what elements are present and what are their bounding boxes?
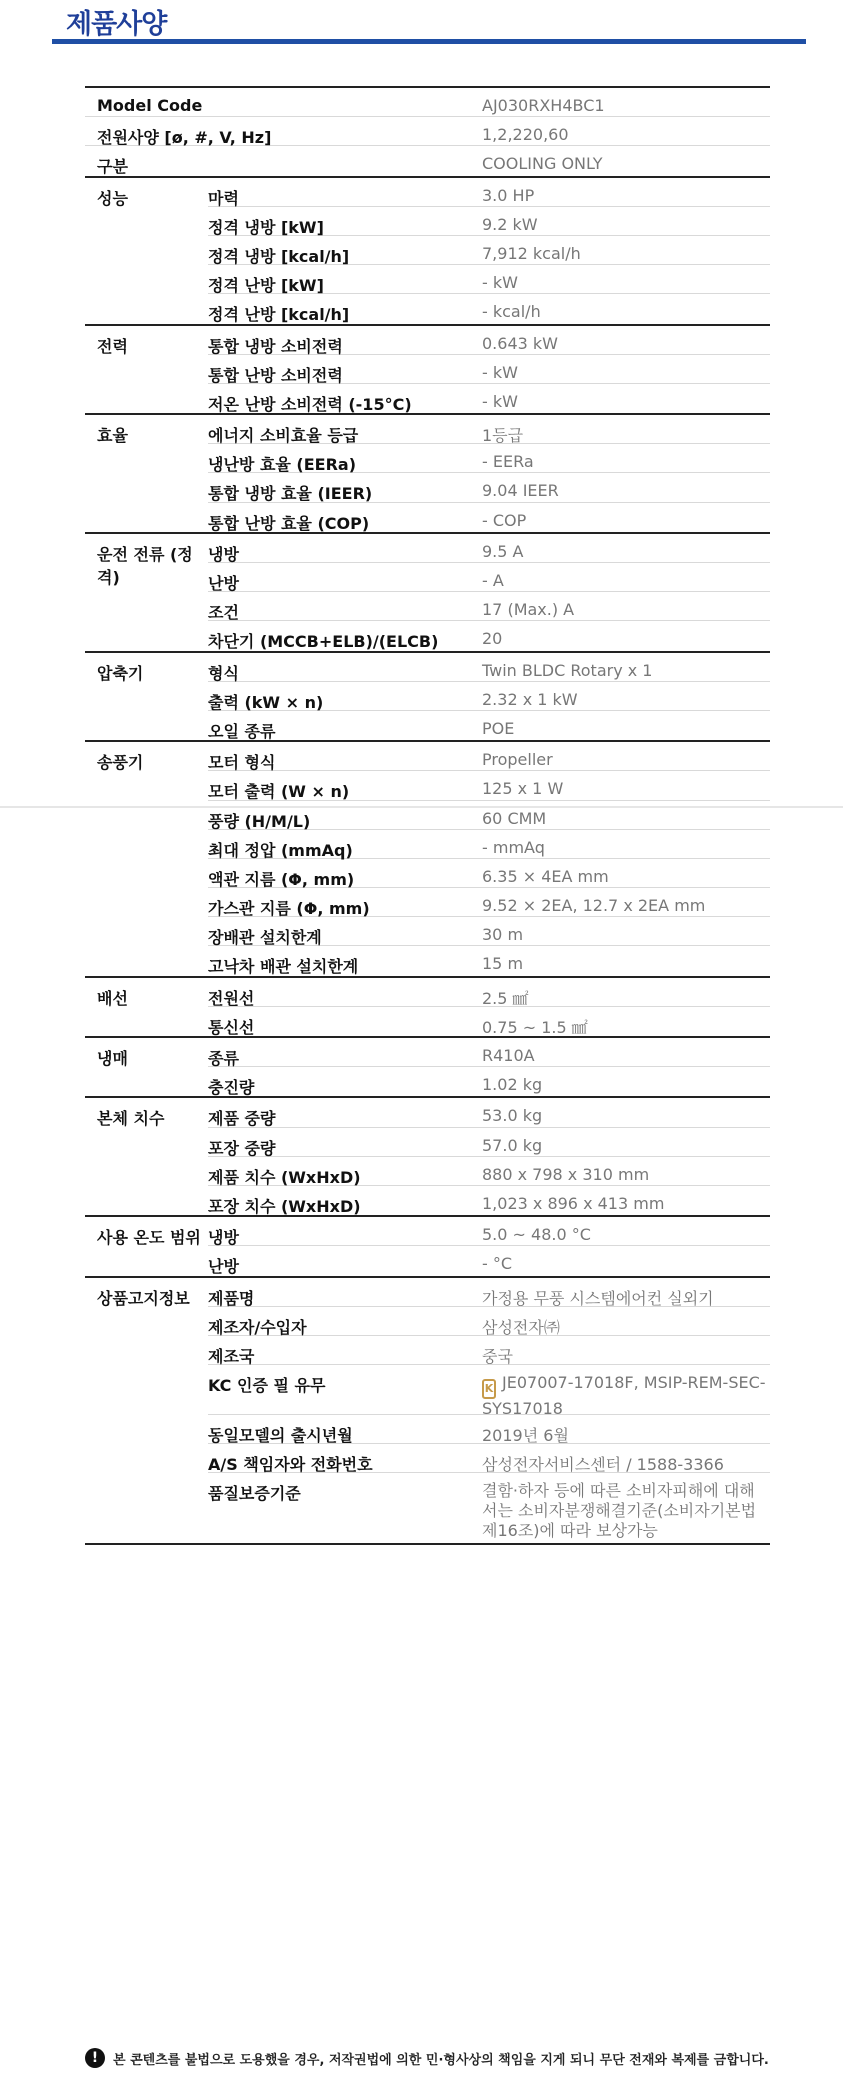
table-row <box>85 355 770 384</box>
spec-group <box>85 1038 770 1098</box>
spec-group <box>85 1098 770 1217</box>
spec-value: 60 CMM <box>482 801 770 830</box>
table-row <box>85 978 770 1007</box>
table-row <box>85 1038 770 1067</box>
table-row <box>85 1217 770 1246</box>
spec-label: A/S 책임자와 전화번호 <box>208 1444 482 1473</box>
table-row <box>85 830 770 859</box>
group-label-spacer <box>85 1444 208 1473</box>
spec-label: 냉난방 효율 (EERa) <box>208 444 482 473</box>
spec-value: 880 x 798 x 310 mm <box>482 1157 770 1186</box>
spec-value: Propeller <box>482 742 770 771</box>
spec-label: 냉방 <box>208 534 482 563</box>
spec-label: 전원사양 [ø, #, V, Hz] <box>85 117 482 146</box>
group-label: 효율 <box>97 426 128 446</box>
spec-value: 57.0 kg <box>482 1128 770 1157</box>
table-row <box>85 236 770 265</box>
spec-value: 3.0 HP <box>482 178 770 207</box>
spec-group <box>85 1278 770 1546</box>
table-row <box>85 473 770 502</box>
group-label: 상품고지정보 <box>97 1288 190 1308</box>
table-row <box>85 771 770 800</box>
group-label: 사용 온도 범위 <box>97 1228 201 1248</box>
spec-label: 최대 정압 (mmAq) <box>208 830 482 859</box>
spec-label: 충진량 <box>208 1078 255 1098</box>
group-label: 전력 <box>97 336 128 356</box>
group-label-spacer <box>85 1067 208 1096</box>
spec-label: 오일 종류 <box>208 721 276 741</box>
group-label-spacer <box>85 265 208 294</box>
spec-label: 정격 난방 [kcal/h] <box>208 305 350 325</box>
group-label-spacer <box>85 711 208 740</box>
group-label-spacer <box>85 444 208 473</box>
spec-label: 출력 (kW × n) <box>208 682 482 711</box>
table-row <box>85 384 770 413</box>
table-row <box>85 592 770 621</box>
spec-value: 2.32 x 1 kW <box>482 682 770 711</box>
table-row <box>85 1007 770 1036</box>
spec-label: 모터 출력 (W × n) <box>208 771 482 800</box>
spec-group <box>85 326 770 416</box>
table-row <box>85 1067 770 1096</box>
spec-value: 6.35 × 4EA mm <box>482 859 770 888</box>
spec-label: 장배관 설치한계 <box>208 917 482 946</box>
spec-label: 종류 <box>208 1038 482 1067</box>
spec-value: 0.643 kW <box>482 326 770 355</box>
spec-label: 통합 냉방 효율 (IEER) <box>208 473 482 502</box>
group-label-spacer <box>85 771 208 800</box>
spec-label: 풍량 (H/M/L) <box>208 801 482 830</box>
spec-label: 고낙차 배관 설치한계 <box>208 957 359 977</box>
group-label-spacer <box>85 621 208 650</box>
group-label-spacer <box>85 1415 208 1444</box>
table-row <box>85 326 770 355</box>
table-row <box>85 1128 770 1157</box>
spec-value: 결함·하자 등에 따른 소비자피해에 대해서는 소비자분쟁해결기준(소비자기본법 제16조)에 따라 보상가능 <box>482 1481 757 1541</box>
spec-value: - kW <box>482 355 770 384</box>
copyright-notice <box>85 2048 775 2068</box>
spec-value: Twin BLDC Rotary x 1 <box>482 653 770 682</box>
spec-label: 제품명 <box>208 1278 482 1307</box>
group-label-spacer <box>85 830 208 859</box>
spec-label: 포장 치수 (WxHxD) <box>208 1196 361 1216</box>
group-label-spacer <box>85 503 208 532</box>
spec-label: KC 인증 필 유무 <box>208 1365 482 1415</box>
spec-value: 5.0 ~ 48.0 °C <box>482 1217 770 1246</box>
group-label-spacer <box>85 682 208 711</box>
spec-value: 삼성전자㈜ <box>482 1307 770 1336</box>
group-label-spacer <box>85 859 208 888</box>
spec-value: 15 m <box>482 954 524 974</box>
group-label-spacer <box>85 946 208 975</box>
spec-value: 9.5 A <box>482 534 770 563</box>
group-label: 성능 <box>97 188 128 208</box>
group-label-spacer <box>85 1186 208 1215</box>
group-label: 냉매 <box>97 1049 128 1068</box>
spec-value: 9.04 IEER <box>482 473 770 502</box>
spec-value: 53.0 kg <box>482 1098 770 1127</box>
table-row <box>85 1307 770 1336</box>
spec-value: AJ030RXH4BC1 <box>482 88 770 117</box>
group-label-spacer <box>85 236 208 265</box>
table-row <box>85 563 770 592</box>
table-row <box>85 1098 770 1127</box>
table-row <box>85 1278 770 1307</box>
table-row <box>85 946 770 975</box>
kc-cert-number: JE07007-17018F, MSIP-REM-SEC-SYS17018 <box>482 1373 766 1419</box>
table-row <box>85 88 770 117</box>
table-row <box>85 1157 770 1186</box>
spec-table <box>85 86 770 1545</box>
table-row <box>85 415 770 444</box>
notice-text: 본 콘텐츠를 불법으로 도용했을 경우, 저작권법에 의한 민·형사상의 책임을 지게 되니 무단 전재와 복제를 금합니다. <box>113 2052 769 2068</box>
spec-value: R410A <box>482 1038 770 1067</box>
spec-value: 20 <box>482 629 503 649</box>
spec-label: 제조국 <box>208 1336 482 1365</box>
spec-label: 정격 냉방 [kW] <box>208 207 482 236</box>
group-label: 송풍기 <box>97 753 144 773</box>
group-label-spacer <box>85 1365 208 1415</box>
spec-label: 제품 치수 (WxHxD) <box>208 1157 482 1186</box>
spec-value: 9.2 kW <box>482 207 770 236</box>
spec-group-header <box>85 88 770 178</box>
spec-value: 7,912 kcal/h <box>482 236 770 265</box>
group-label-spacer <box>85 355 208 384</box>
table-row <box>85 742 770 771</box>
table-row <box>85 178 770 207</box>
spec-group <box>85 653 770 743</box>
table-row <box>85 653 770 682</box>
spec-label: 모터 형식 <box>208 742 482 771</box>
spec-value: - kW <box>482 391 518 411</box>
spec-label: Model Code <box>85 88 482 117</box>
spec-label: 통신선 <box>208 1017 255 1037</box>
image-seam-divider <box>0 806 843 808</box>
spec-label: 제조자/수입자 <box>208 1307 482 1336</box>
spec-value: 1,2,220,60 <box>482 117 770 146</box>
table-row <box>85 888 770 917</box>
spec-label: 정격 냉방 [kcal/h] <box>208 236 482 265</box>
table-row <box>85 711 770 740</box>
spec-label: 품질보증기준 <box>208 1484 301 1504</box>
spec-label: 차단기 (MCCB+ELB)/(ELCB) <box>208 632 439 652</box>
spec-value: 중국 <box>482 1336 770 1365</box>
table-row <box>85 859 770 888</box>
spec-value: 1등급 <box>482 415 770 444</box>
group-label-spacer <box>85 1336 208 1365</box>
spec-group <box>85 978 770 1038</box>
table-row <box>85 917 770 946</box>
table-row <box>85 1336 770 1365</box>
group-label: 본체 치수 <box>97 1109 165 1129</box>
spec-label: 제품 중량 <box>208 1098 482 1127</box>
table-row <box>85 1365 770 1419</box>
spec-label: 통합 난방 소비전력 <box>208 355 482 384</box>
spec-label: 저온 난방 소비전력 (-15°C) <box>208 394 412 414</box>
spec-label: 통합 난방 효율 (COP) <box>208 513 370 533</box>
spec-label: 가스관 지름 (Φ, mm) <box>208 888 482 917</box>
group-label-spacer <box>85 1473 208 1543</box>
table-row <box>85 207 770 236</box>
spec-group <box>85 415 770 534</box>
group-label-spacer <box>85 1007 208 1036</box>
spec-value: - °C <box>482 1254 513 1274</box>
table-row <box>85 294 770 323</box>
table-row <box>85 117 770 146</box>
spec-group <box>85 1217 770 1277</box>
spec-value: 17 (Max.) A <box>482 592 770 621</box>
spec-label: 액관 지름 (Φ, mm) <box>208 859 482 888</box>
group-label-spacer <box>85 592 208 621</box>
table-row <box>85 503 770 532</box>
spec-value: 2.5 ㎟ <box>482 978 770 1007</box>
spec-label: 에너지 소비효율 등급 <box>208 415 482 444</box>
spec-value: - A <box>482 563 770 592</box>
spec-label: 통합 냉방 소비전력 <box>208 326 482 355</box>
group-label-spacer <box>85 563 208 592</box>
spec-value: - EERa <box>482 444 770 473</box>
spec-label: 전원선 <box>208 978 482 1007</box>
group-label-spacer <box>85 917 208 946</box>
group-label-spacer <box>85 888 208 917</box>
group-label-spacer <box>85 801 208 830</box>
table-row <box>85 1415 770 1444</box>
spec-value <box>482 1365 770 1419</box>
warning-icon: ! <box>85 2048 105 2068</box>
table-row <box>85 682 770 711</box>
spec-value: 2019년 6월 <box>482 1415 770 1444</box>
title-bar <box>52 0 806 44</box>
spec-group <box>85 534 770 653</box>
spec-value: COOLING ONLY <box>482 154 603 174</box>
spec-value: 125 x 1 W <box>482 771 770 800</box>
table-row <box>85 621 770 650</box>
table-row <box>85 1473 770 1543</box>
table-row <box>85 801 770 830</box>
spec-label: 구분 <box>97 157 128 177</box>
group-label-spacer <box>85 1157 208 1186</box>
spec-label: 형식 <box>208 653 482 682</box>
spec-label: 포장 중량 <box>208 1128 482 1157</box>
group-label: 배선 <box>97 988 128 1008</box>
spec-label: 난방 <box>208 1257 239 1277</box>
spec-group <box>85 742 770 978</box>
spec-value: - kcal/h <box>482 302 541 322</box>
spec-label: 동일모델의 출시년월 <box>208 1415 482 1444</box>
spec-label: 난방 <box>208 563 482 592</box>
table-row <box>85 146 770 175</box>
spec-label: 조건 <box>208 592 482 621</box>
spec-value: 30 m <box>482 917 770 946</box>
spec-label: 마력 <box>208 178 482 207</box>
group-label-spacer <box>85 1307 208 1336</box>
spec-value: 가정용 무풍 시스템에어컨 실외기 <box>482 1278 770 1307</box>
spec-value: - kW <box>482 265 770 294</box>
spec-group <box>85 178 770 326</box>
spec-value: 1.02 kg <box>482 1075 543 1095</box>
spec-label: 냉방 <box>208 1217 482 1246</box>
page-title: 제품사양 <box>66 9 167 40</box>
spec-value: 1,023 x 896 x 413 mm <box>482 1193 665 1213</box>
group-label: 압축기 <box>97 663 144 683</box>
spec-value: - COP <box>482 510 527 530</box>
group-label-spacer <box>85 207 208 236</box>
kc-mark-icon: K <box>482 1379 496 1399</box>
group-label: 운전 전류 (정격) <box>97 544 193 587</box>
group-label-spacer <box>85 294 208 323</box>
spec-value: 삼성전자서비스센터 / 1588-3366 <box>482 1444 770 1473</box>
table-row <box>85 1186 770 1215</box>
spec-label: 정격 난방 [kW] <box>208 265 482 294</box>
group-label-spacer <box>85 1246 208 1275</box>
spec-value: 9.52 × 2EA, 12.7 x 2EA mm <box>482 888 770 917</box>
group-label-spacer <box>85 1128 208 1157</box>
table-row <box>85 265 770 294</box>
table-row <box>85 444 770 473</box>
spec-value: POE <box>482 718 515 738</box>
group-label-spacer <box>85 384 208 413</box>
spec-value: 0.75 ~ 1.5 ㎟ <box>482 1017 588 1037</box>
table-row <box>85 1444 770 1473</box>
spec-value: - mmAq <box>482 830 770 859</box>
group-label-spacer <box>85 473 208 502</box>
table-row <box>85 1246 770 1275</box>
